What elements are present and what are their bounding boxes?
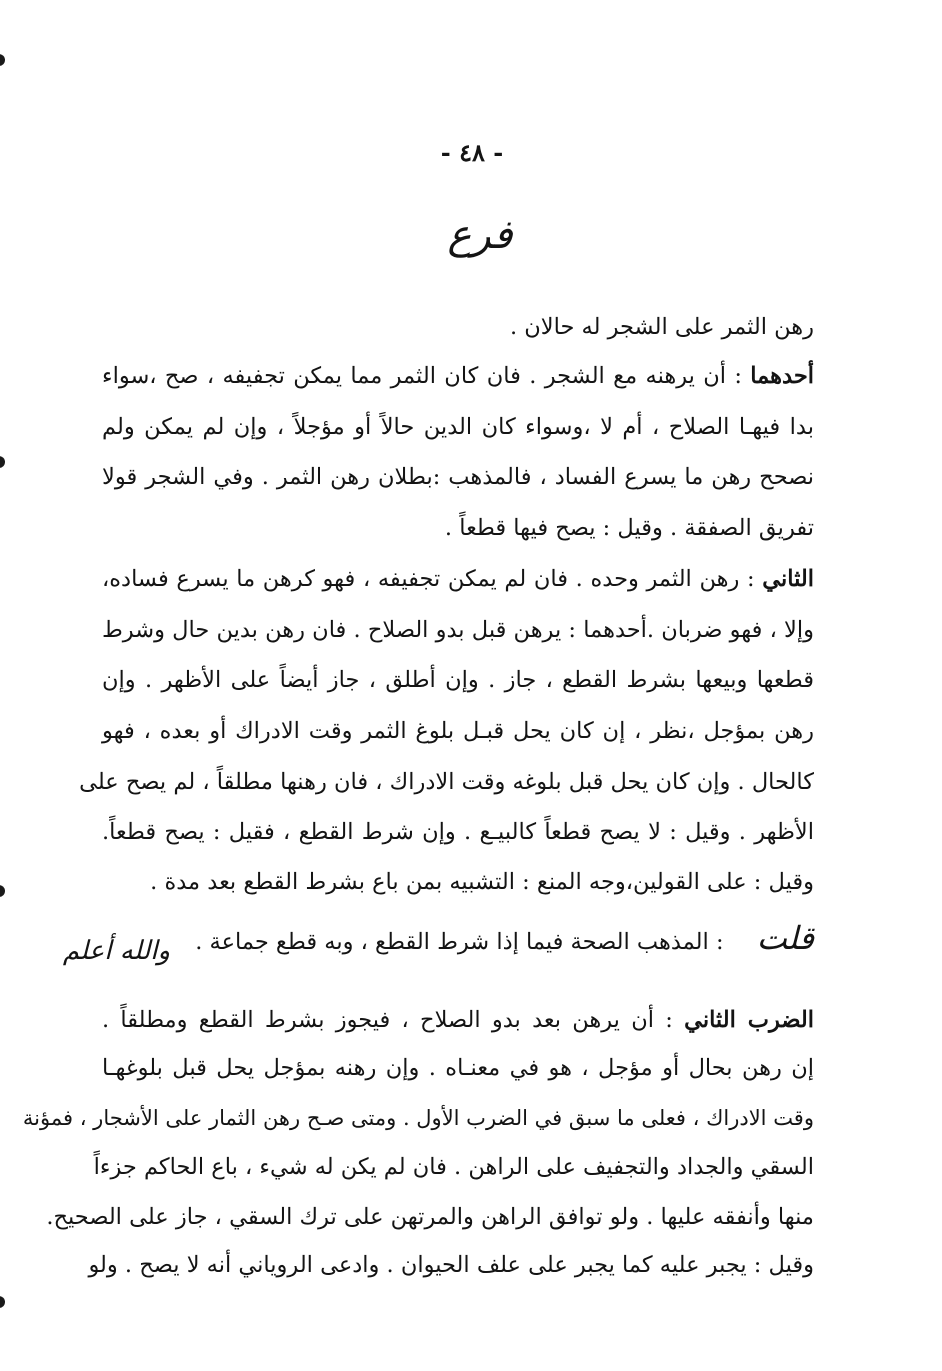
- text-line: تفريق الصفقة . وقيل : يصح فيها قطعاً .: [444, 515, 814, 541]
- text-line: السقي والجداد والتجفيف على الراهن . فان لم يكن له شيء ، باع الحاكم جزءاً: [93, 1154, 814, 1180]
- text-line: الثاني : رهن الثمر وحده . فان لم يمكن تجفيفه ، فهو كرهن ما يسرع فساده،: [102, 566, 814, 592]
- qult-word: قلت: [756, 919, 814, 957]
- binding-mark: [0, 1296, 5, 1308]
- text-line: قطعها وبيعها بشرط القطع ، جاز . وإن أطلق ، جاز أيضاً على الأظهر . وإن: [102, 667, 814, 693]
- text-line: إن رهن بحال أو مؤجل ، هو في معنـاه . وإن رهنه بمؤجل يحل قبل بلوغهـا: [102, 1055, 814, 1081]
- text-line: كالحال . وإن كان يحل قبل بلوغه وقت الادراك ، فان رهنها مطلقاً ، لم يصح على: [79, 769, 814, 795]
- text-line: أحدهما : أن يرهنه مع الشجر . فان كان الثمر مما يمكن تجفيفه ، صح ،سواء: [102, 363, 814, 389]
- binding-mark: [0, 885, 5, 897]
- page-number: - ٤٨ -: [440, 138, 504, 167]
- text-line: رهن بمؤجل ،نظر ، إن كان يحل قبـل بلوغ الثمر وقت الادراك أو بعده ، فهو: [102, 718, 814, 744]
- section-heading: فرع: [447, 212, 513, 258]
- text-line: وقت الادراك ، فعلى ما سبق في الضرب الأول . ومتى صـح رهن الثمار على الأشجار ، فمؤنة: [22, 1106, 814, 1130]
- qult-line: [62, 908, 814, 968]
- qult-text: : المذهب الصحة فيما إذا شرط القطع ، وبه قطع جماعة .: [195, 929, 724, 955]
- text-line: وإلا ، فهو ضربان .أحدهما : يرهن قبل بدو الصلاح . فان رهن بدين حال وشرط: [102, 617, 814, 643]
- paragraph-lead: أحدهما: [750, 363, 814, 389]
- paragraph-lead: الثاني: [762, 566, 814, 592]
- paragraph-lead: الضرب الثاني: [684, 1007, 814, 1033]
- text-line: بدا فيهـا الصلاح ، أم لا ،وسواء كان الدين حالاً أو مؤجلاً ، وإن لم يمكن ولم: [102, 414, 814, 440]
- text-line: وقيل : على القولين،وجه المنع : التشبيه بمن باع بشرط القطع بعد مدة .: [150, 869, 814, 895]
- signoff-text: والله أعلم: [62, 936, 171, 966]
- text-line: منها وأنفقه عليها . ولو توافق الراهن والمرتهن على ترك السقي ، جاز على الصحيح.: [46, 1204, 814, 1230]
- text-line: الضرب الثاني : أن يرهن بعد بدو الصلاح ، فيجوز بشرط القطع ومطلقاً .: [102, 1007, 814, 1033]
- text-line: رهن الثمر على الشجر له حالان .: [509, 314, 814, 340]
- text-line: الأظهر . وقيل : لا يصح قطعاً كالبيـع . وإن شرط القطع ، فقيل : يصح قطعاً.: [102, 819, 814, 845]
- binding-mark: [0, 54, 5, 66]
- text-line: وقيل : يجبر عليه كما يجبر على علف الحيوان . وادعى الروياني أنه لا يصح . ولو: [88, 1252, 814, 1278]
- text-line: نصحح رهن ما يسرع الفساد ، فالمذهب :بطلان رهن الثمر . وفي الشجر قولا: [102, 464, 814, 490]
- binding-mark: [0, 456, 5, 468]
